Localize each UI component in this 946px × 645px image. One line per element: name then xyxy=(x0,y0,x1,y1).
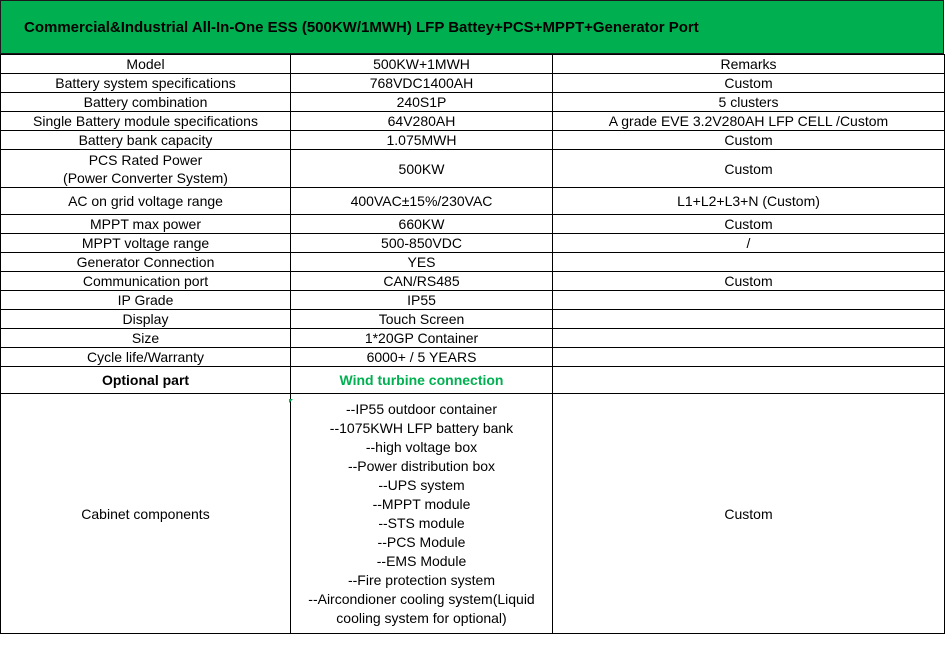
row-remark: / xyxy=(553,234,945,253)
row-value: Touch Screen xyxy=(291,310,553,329)
table-row xyxy=(1,272,945,291)
row-label: Communication port xyxy=(1,272,291,291)
list-item: --UPS system xyxy=(378,476,465,493)
list-item: --MPPT module xyxy=(372,495,471,512)
row-label: Display xyxy=(1,310,291,329)
row-value: 500KW+1MWH xyxy=(291,55,553,74)
row-value: CAN/RS485 xyxy=(291,272,553,291)
list-item: --Fire protection system xyxy=(347,571,496,588)
table-row xyxy=(1,150,945,188)
row-remark: L1+L2+L3+N (Custom) xyxy=(553,188,945,215)
table-row xyxy=(1,215,945,234)
row-remark: Custom xyxy=(553,272,945,291)
row-label: Single Battery module specifications xyxy=(1,112,291,131)
row-remark: Custom xyxy=(553,150,945,188)
row-label: Generator Connection xyxy=(1,253,291,272)
table-row-optional xyxy=(1,367,945,394)
table-row xyxy=(1,310,945,329)
row-label: Optional part xyxy=(1,367,291,394)
row-remark: Remarks xyxy=(553,55,945,74)
row-remark: A grade EVE 3.2V280AH LFP CELL /Custom xyxy=(553,112,945,131)
row-value: 768VDC1400AH xyxy=(291,74,553,93)
row-remark xyxy=(553,348,945,367)
cabinet-components-list xyxy=(291,394,553,634)
table-row xyxy=(1,291,945,310)
table-row xyxy=(1,74,945,93)
row-value: 240S1P xyxy=(291,93,553,112)
row-value: Wind turbine connection xyxy=(291,367,553,394)
table-row xyxy=(1,188,945,215)
row-label: Model xyxy=(1,55,291,74)
list-item: --PCS Module xyxy=(377,533,466,550)
row-value: 400VAC±15%/230VAC xyxy=(291,188,553,215)
table-row xyxy=(1,253,945,272)
row-label-line: (Power Converter System) xyxy=(63,169,228,186)
row-label: MPPT voltage range xyxy=(1,234,291,253)
row-value: YES xyxy=(291,253,553,272)
cell-comment-marker xyxy=(289,399,293,403)
row-value: 500KW xyxy=(291,150,553,188)
row-label: AC on grid voltage range xyxy=(1,188,291,215)
row-label: Size xyxy=(1,329,291,348)
row-label: Cycle life/Warranty xyxy=(1,348,291,367)
table-title: Commercial&Industrial All-In-One ESS (500KW/1MWH) LFP Battey+PCS+MPPT+Generator Port xyxy=(24,18,699,36)
row-remark xyxy=(553,367,945,394)
row-label: IP Grade xyxy=(1,291,291,310)
table-row xyxy=(1,348,945,367)
row-remark xyxy=(553,291,945,310)
table-row xyxy=(1,93,945,112)
list-item: --Power distribution box xyxy=(347,457,496,474)
row-remark: 5 clusters xyxy=(553,93,945,112)
row-label: Battery bank capacity xyxy=(1,131,291,150)
table-row-cabinet xyxy=(1,394,945,634)
spec-table xyxy=(0,54,945,634)
row-value: 6000+ / 5 YEARS xyxy=(291,348,553,367)
row-value: 1.075MWH xyxy=(291,131,553,150)
row-label: Cabinet components xyxy=(1,394,291,634)
row-remark: Custom xyxy=(553,394,945,634)
list-item: cooling system for optional) xyxy=(336,609,507,626)
row-label xyxy=(1,150,291,188)
list-item: --Aircondioner cooling system(Liquid xyxy=(308,590,535,607)
row-remark: Custom xyxy=(553,131,945,150)
list-item: --high voltage box xyxy=(365,438,478,455)
row-label: MPPT max power xyxy=(1,215,291,234)
row-remark: Custom xyxy=(553,74,945,93)
row-label: Battery system specifications xyxy=(1,74,291,93)
row-remark xyxy=(553,310,945,329)
row-value: 1*20GP Container xyxy=(291,329,553,348)
table-row xyxy=(1,131,945,150)
row-value: 660KW xyxy=(291,215,553,234)
table-title-bar xyxy=(0,0,944,54)
table-row xyxy=(1,329,945,348)
row-value: IP55 xyxy=(291,291,553,310)
row-remark xyxy=(553,253,945,272)
table-row xyxy=(1,234,945,253)
row-value: 64V280AH xyxy=(291,112,553,131)
table-row xyxy=(1,55,945,74)
row-value: 500-850VDC xyxy=(291,234,553,253)
row-label-line: PCS Rated Power xyxy=(88,151,203,168)
list-item: --IP55 outdoor container xyxy=(346,400,497,417)
list-item: --1075KWH LFP battery bank xyxy=(329,419,514,436)
table-row xyxy=(1,112,945,131)
row-remark: Custom xyxy=(553,215,945,234)
row-label: Battery combination xyxy=(1,93,291,112)
row-remark xyxy=(553,329,945,348)
list-item: --STS module xyxy=(378,514,465,531)
list-item: --EMS Module xyxy=(376,552,467,569)
